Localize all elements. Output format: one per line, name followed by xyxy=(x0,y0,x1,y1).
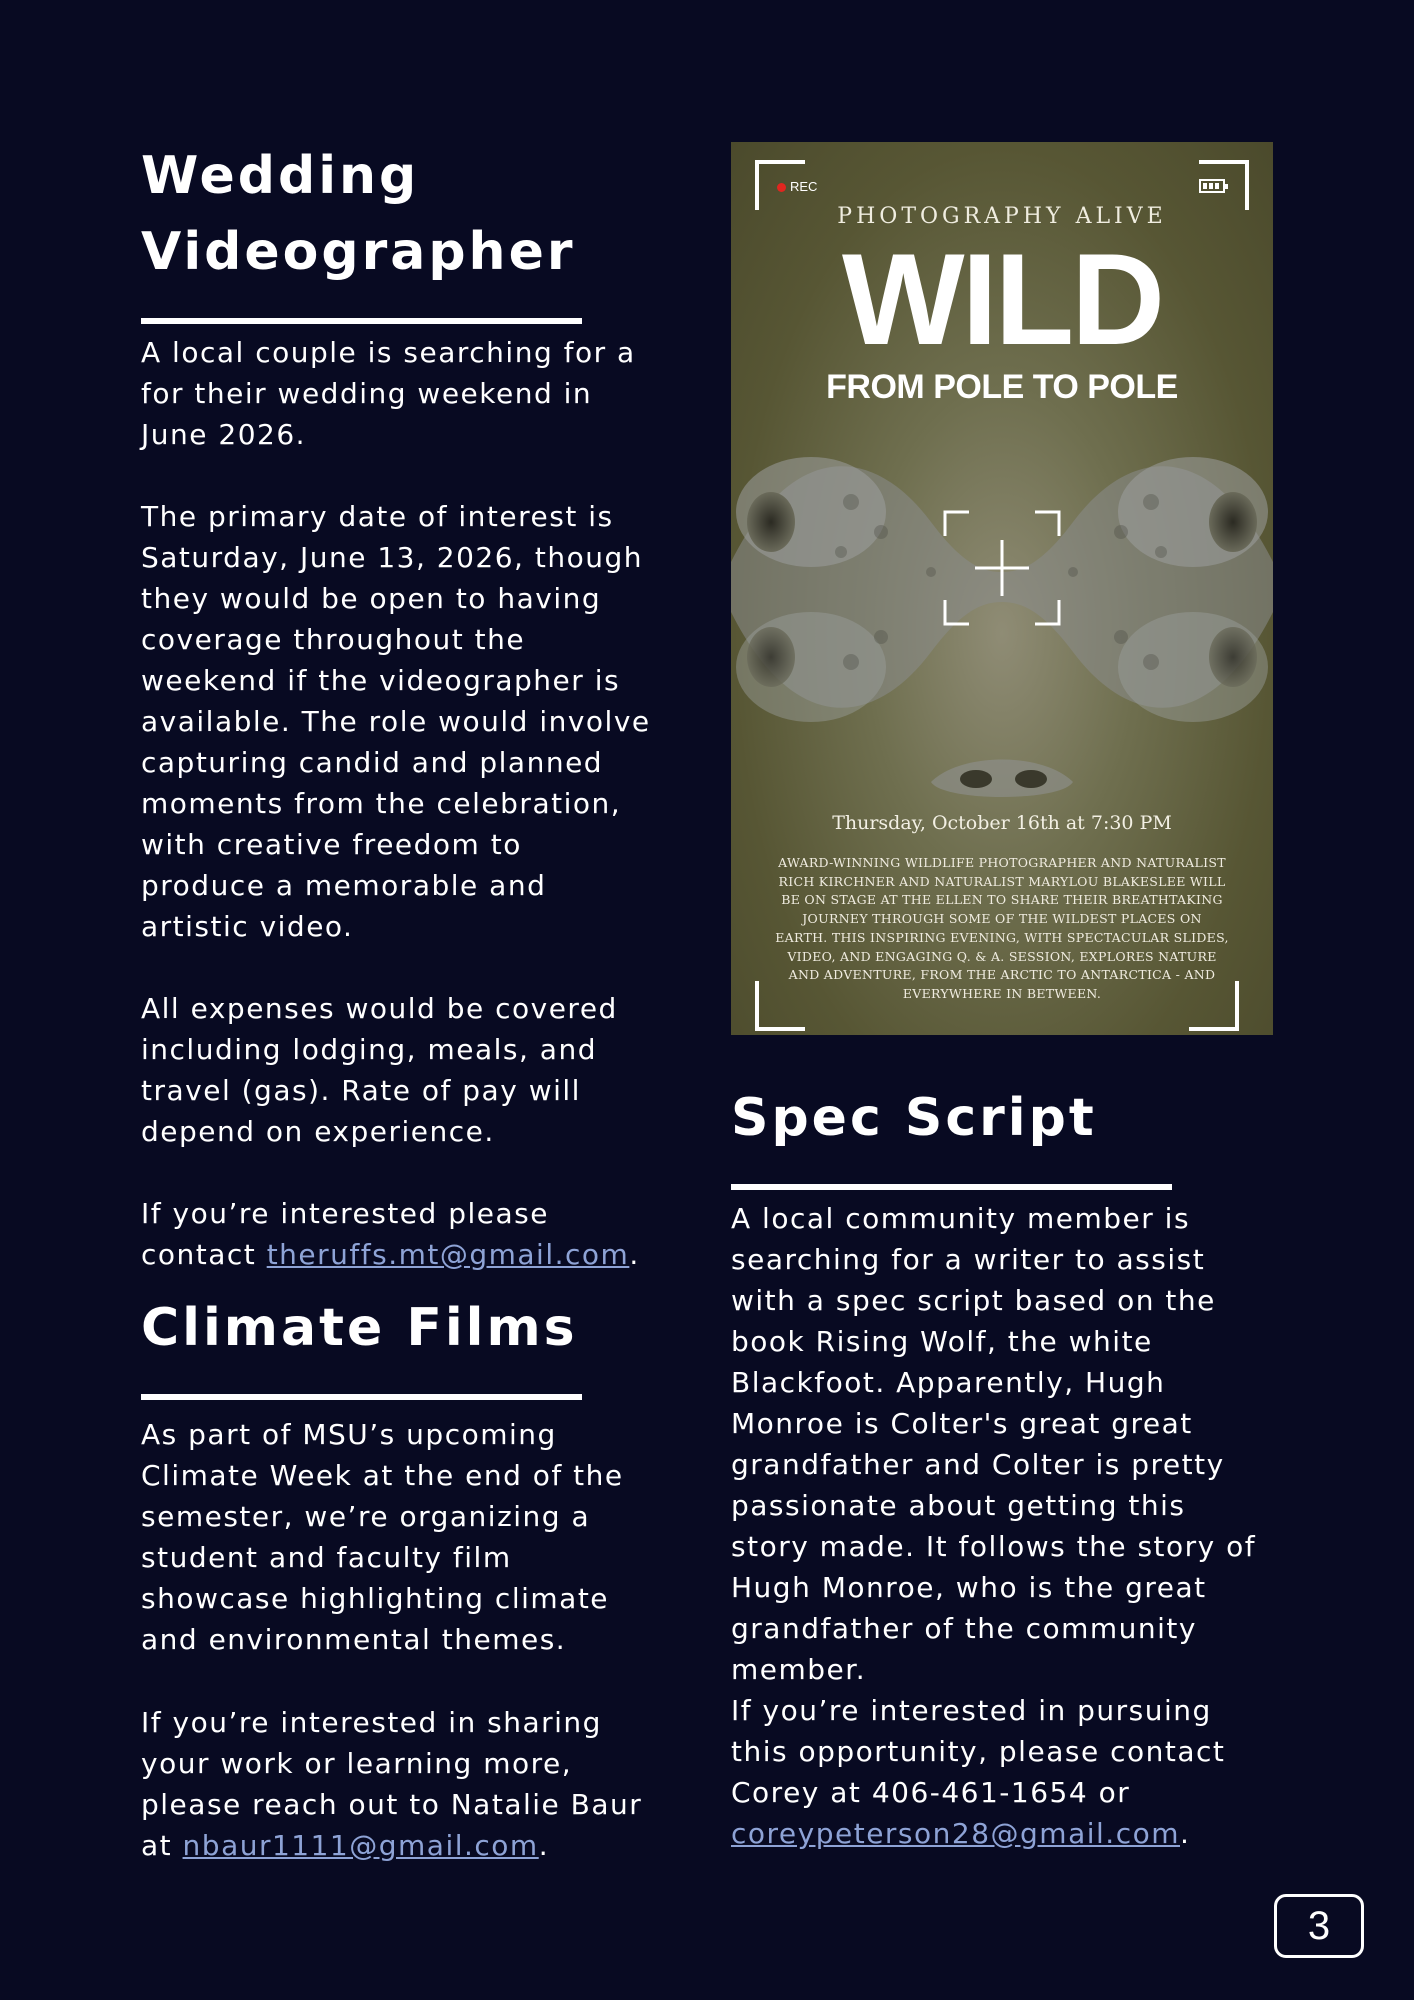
poster-event-description: AWARD-WINNING WILDLIFE PHOTOGRAPHER AND NATURALIST RICH KIRCHNER AND NATURALIST MARYLOU BLAKESLEE WILL BE ON STAGE AT THE ELLEN TO SHARE THEIR BREATHTAKING JOURNEY THROUGH SOME OF THE WILDEST PLACES ON EARTH. THIS INSPIRING EVENING, WITH SPECTACULAR SLIDES, VIDEO, AND ENGAGING Q. & A. SESSION, EXPLORES NATURE AND ADVENTURE, FROM THE ARCTIC TO ANTARCTICA - AND EVERYWHERE IN BETWEEN. xyxy=(775,855,1229,1001)
rec-label: REC xyxy=(790,179,818,194)
climate-paragraph-intro: As part of MSU’s upcoming Climate Week at the end of the semester, we’re organizing a student and faculty film showcase highlighting climate and environmental themes. xyxy=(141,1418,624,1656)
page-number-badge: 3 xyxy=(1274,1894,1364,1958)
rec-indicator xyxy=(777,179,817,194)
climate-paragraph-contact xyxy=(141,1702,651,1866)
climate-contact-email-link[interactable]: nbaur1111@gmail.com xyxy=(182,1829,539,1862)
climate-films-heading: Climate Films xyxy=(141,1298,578,1358)
spec-paragraph-contact xyxy=(731,1690,1271,1854)
spec-script-heading: Spec Script xyxy=(731,1088,1097,1148)
poster-event-date: Thursday, October 16th at 7:30 PM xyxy=(832,812,1172,834)
wild-event-poster xyxy=(731,142,1273,1035)
wedding-contact-text: If you’re interested please contact xyxy=(141,1197,549,1271)
wedding-paragraph-contact xyxy=(141,1193,661,1275)
battery-icon xyxy=(1199,179,1225,193)
wedding-heading-underline xyxy=(141,318,582,324)
spec-heading-underline xyxy=(731,1184,1172,1190)
wedding-paragraph-expenses: All expenses would be covered including lodging, meals, and travel (gas). Rate of pay will depend on experience. xyxy=(141,992,618,1148)
wedding-videographer-heading: Wedding Videographer xyxy=(141,146,576,282)
wedding-contact-end: . xyxy=(629,1238,640,1271)
spec-contact-end: . xyxy=(1180,1817,1191,1850)
climate-contact-end: . xyxy=(538,1829,550,1862)
spec-paragraph-intro: A local community member is searching for a writer to assist with a spec script based on the book Rising Wolf, the white Blackfoot. Apparently, Hugh Monroe is Colter's great great grandfather and Colter is pretty passionate about getting this story made. It follows the story of Hugh Monroe, who is the great grandfather of the community member. xyxy=(731,1202,1257,1686)
spec-contact-email-link[interactable]: coreypeterson28@gmail.com xyxy=(731,1817,1180,1850)
climate-contact-text: If you’re interested in sharing your work or learning more, please reach out to Natalie Baur at xyxy=(141,1706,643,1862)
spec-contact-text: If you’re interested in pursuing this opportunity, please contact Corey at 406-461-1654 or xyxy=(731,1694,1226,1809)
wedding-paragraph-details: The primary date of interest is Saturday, June 13, 2026, though they would be open to having coverage throughout the weekend if the videographer is available. The role would involve capturing candid and planned moments from the celebration, with creative freedom to produce a memorable and artistic video. xyxy=(141,500,651,943)
poster-subtitle: FROM POLE TO POLE xyxy=(826,368,1178,406)
poster-series-title: PHOTOGRAPHY ALIVE xyxy=(837,204,1167,229)
wedding-paragraph-intro: A local couple is searching for a for their wedding weekend in June 2026. xyxy=(141,336,636,451)
focus-crosshair-icon xyxy=(943,510,1061,626)
climate-heading-underline xyxy=(141,1394,582,1400)
wedding-contact-email-link[interactable]: theruffs.mt@gmail.com xyxy=(266,1238,630,1271)
record-dot-icon xyxy=(777,183,786,192)
poster-main-title: WILD xyxy=(841,226,1163,372)
